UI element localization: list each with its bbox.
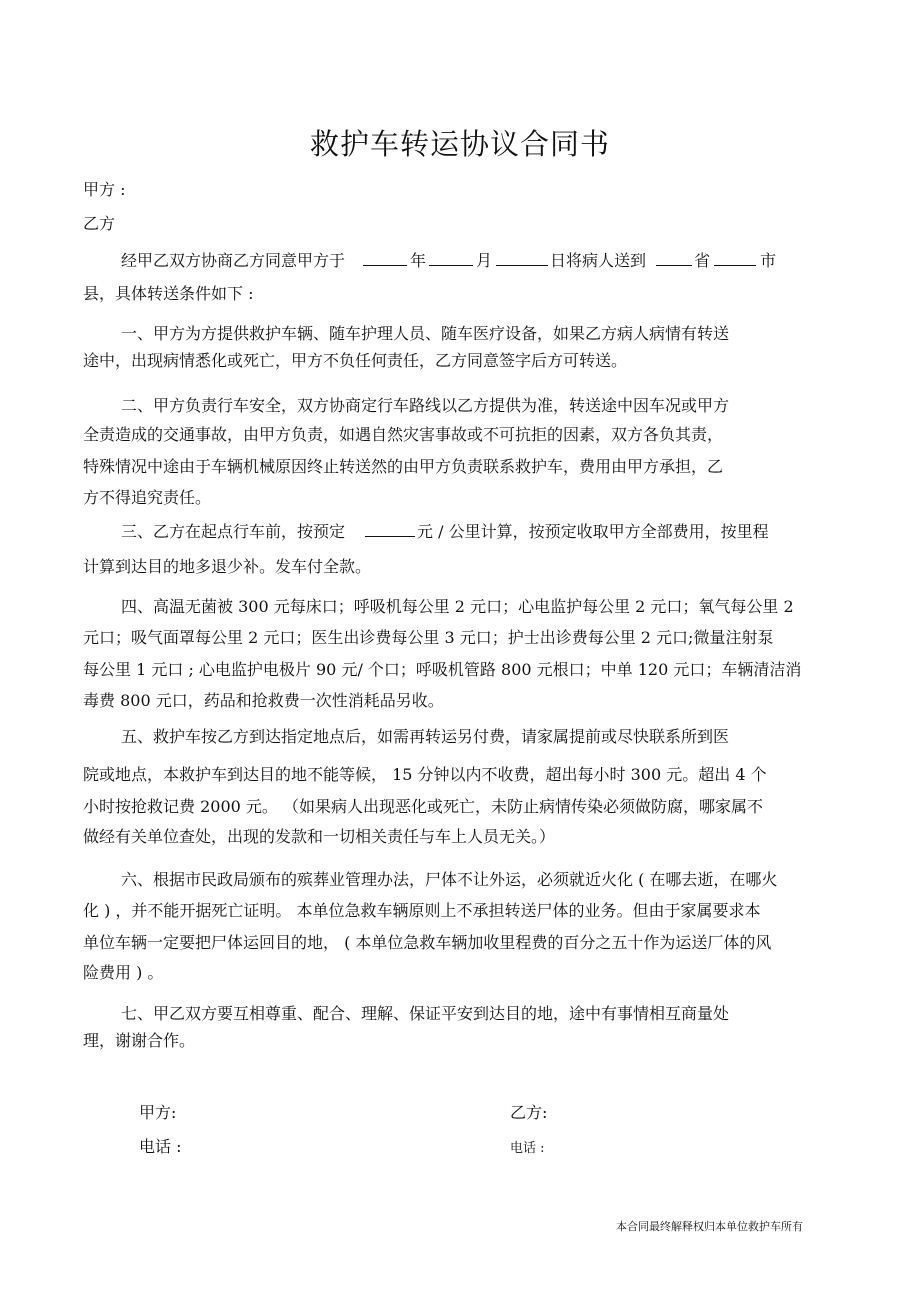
signature-party-b-phone: 电话 : (510, 1141, 545, 1156)
clause-5-line-4: 做经有关单位查处，出现的发款和一切相关责任与车上人员无关。） (83, 827, 556, 846)
clause-1-line-2: 途中，出现病情悉化或死亡，甲方不负任何责任，乙方同意签字后方可转送。 (83, 351, 628, 370)
rate-blank (365, 520, 415, 537)
party-b-label: 乙方 (83, 214, 116, 233)
clause-4-line-2: 元口；吸气面罩每公里 2 元口；医生出诊费每公里 3 元口；护士出诊费每公里 2 元口;微量注射泵 (83, 628, 774, 647)
day-text: 日将病人送到 (550, 251, 647, 270)
intro-text: 经甲乙双方协商乙方同意甲方于 (121, 251, 346, 270)
signature-party-a-label: 甲方: (139, 1103, 177, 1122)
clause-6-line-3: 单位车辆一定要把尸体运回目的地， ( 本单位急救车辆加收里程费的百分之五十作为运送厂体的风 (83, 933, 772, 952)
clause-7-line-1: 七、甲乙双方要互相尊重、配合、理解、保证平安到达目的地，途中有事情相互商量处 (121, 1004, 730, 1023)
clause-2-line-4: 方不得追究责任。 (83, 488, 212, 507)
clause-6-line-1: 六、根据市民政局颁布的殡葬业管理办法，尸体不让外运，必须就近火化 ( 在哪去逝，在哪火 (121, 870, 778, 889)
year-blank (363, 249, 407, 266)
clause-4-line-4: 毒费 800 元口，药品和抢救费一次性消耗品另收。 (83, 691, 444, 710)
clause-1-line-1: 一、甲方为方提供救护车辆、随车护理人员、随车医疗设备，如果乙方病人病情有转送 (121, 324, 730, 343)
province-blank (656, 249, 692, 266)
clause-5-line-1: 五、救护车按乙方到达指定地点后，如需再转运另付费，请家属提前或尽快联系所到医 (121, 727, 730, 746)
clause-6-line-2: 化 ) ，并不能开据死亡证明。 本单位急救车辆原则上不承担转送尸体的业务。但由于家属要求本 (83, 901, 761, 920)
signature-party-a-phone: 电话 : (139, 1137, 182, 1156)
clause-3-line-1 (121, 520, 769, 543)
clause-3-line-2: 计算到达目的地多退少补。发车付全款。 (83, 557, 372, 576)
clause-5-line-3: 小时按抢救记费 2000 元。 （如果病人出现恶化或死亡，未防止病情传染必须做防腐，哪家属不 (83, 797, 763, 816)
clause-5-line-2: 院或地点，本救护车到达目的地不能等候， 15 分钟以内不收费，超出每小时 300 元。超出 4 个 (83, 765, 767, 784)
clause-6-line-4: 险费用 ) 。 (83, 963, 164, 982)
day-blank (496, 249, 548, 266)
clause-3-text-b: 元 / 公里计算，按预定收取甲方全部费用，按里程 (417, 522, 769, 541)
clause-2-line-3: 特殊情况中途由于车辆机械原因终止转送然的由甲方负责联系救护车，费用由甲方承担，乙 (83, 457, 724, 476)
intro-line-2: 县，具体转送条件如下 : (83, 284, 254, 303)
clause-2-line-1: 二、甲方负责行车安全，双方协商定行车路线以乙方提供为准，转送途中因车况或甲方 (121, 396, 730, 415)
year-label: 年 (410, 251, 427, 270)
intro-line-1 (121, 249, 776, 272)
signature-party-b-label: 乙方: (510, 1103, 548, 1122)
month-blank (429, 249, 473, 266)
document-title: 救护车转运协议合同书 (309, 127, 610, 161)
city-label: 市 (760, 251, 777, 270)
month-label: 月 (476, 251, 493, 270)
clause-3-text-a: 三、乙方在起点行车前，按预定 (121, 522, 346, 541)
party-a-label: 甲方 : (83, 180, 126, 199)
province-label: 省 (694, 251, 711, 270)
clause-4-line-3: 每公里 1 元口 ; 心电监护电极片 90 元/ 个口；呼吸机管路 800 元根口；中单 120 元口；车辆清洁消 (83, 660, 802, 679)
footer-note: 本合同最终解释权归本单位救护车所有 (616, 1220, 803, 1233)
clause-4-line-1: 四、高温无菌被 300 元每床口；呼吸机每公里 2 元口；心电监护每公里 2 元口；氧气每公里 2 (121, 597, 794, 616)
city-blank (714, 249, 756, 266)
clause-2-line-2: 全责造成的交通事故，由甲方负责，如遇自然灾害事故或不可抗拒的因素，双方各负其责， (83, 425, 724, 444)
clause-7-line-2: 理，谢谢合作。 (83, 1031, 196, 1050)
